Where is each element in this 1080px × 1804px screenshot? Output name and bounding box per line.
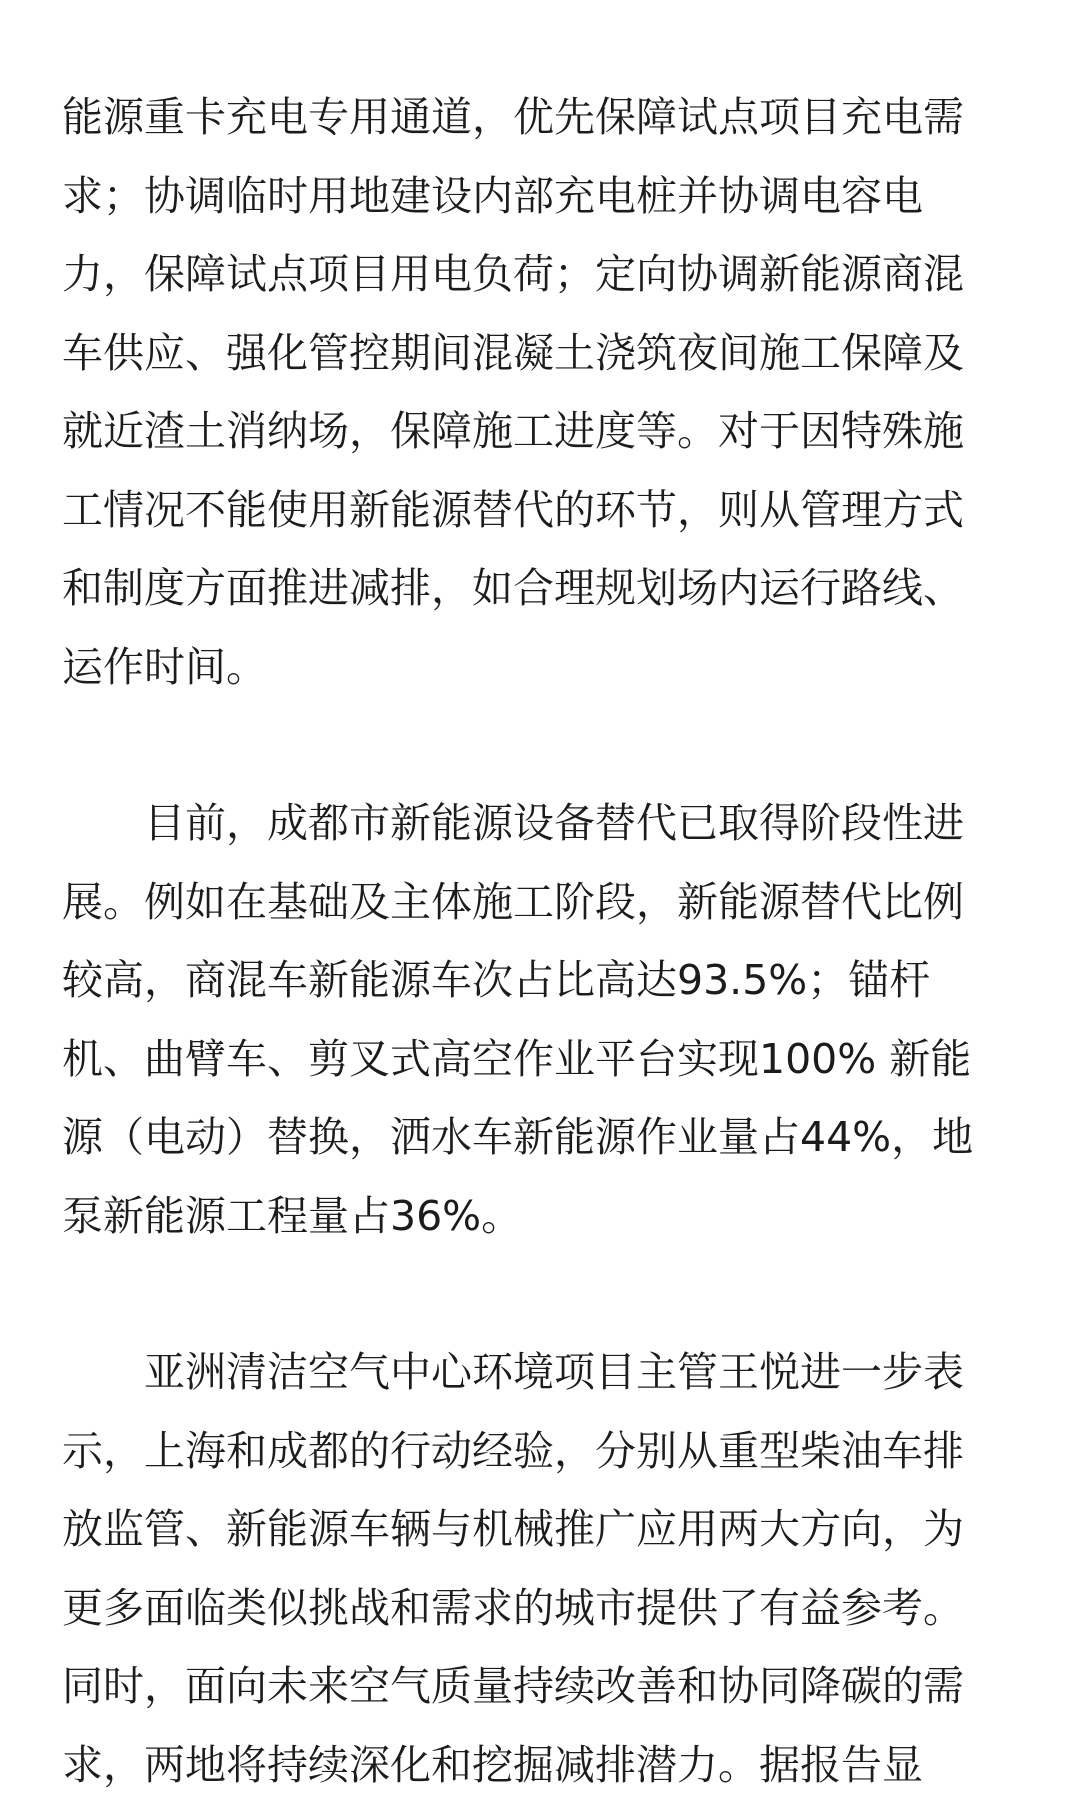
text-line: 同时，面向未来空气质量持续改善和协同降碳的需 (62, 1647, 1022, 1726)
paragraph-chengdu-progress (62, 784, 1022, 1255)
text-line-content: 目前，成都市新能源设备替代已取得阶段性进 (144, 799, 964, 847)
text-line: 和制度方面推进减排，如合理规划场内运行路线、 (62, 549, 1022, 628)
text-line: 能源重卡充电专用通道，优先保障试点项目充电需 (62, 78, 1022, 157)
text-line: 车供应、强化管控期间混凝土浇筑夜间施工保障及 (62, 314, 1022, 393)
text-line: 泵新能源工程量占36%。 (62, 1177, 1022, 1256)
text-line: 源（电动）替换，洒水车新能源作业量占44%，地 (62, 1098, 1022, 1177)
text-line: 放监管、新能源车辆与机械推广应用两大方向，为 (62, 1490, 1022, 1569)
text-line: 求；协调临时用地建设内部充电桩并协调电容电 (62, 157, 1022, 236)
text-line: 就近渣土消纳场，保障施工进度等。对于因特殊施 (62, 392, 1022, 471)
article-body (62, 78, 1022, 1804)
text-line-content: 亚洲清洁空气中心环境项目主管王悦进一步表 (144, 1348, 964, 1396)
text-line: 展。例如在基础及主体施工阶段，新能源替代比例 (62, 863, 1022, 942)
text-line: 工情况不能使用新能源替代的环节，则从管理方式 (62, 471, 1022, 550)
text-line: 运作时间。 (62, 628, 1022, 707)
text-line: 机、曲臂车、剪叉式高空作业平台实现100% 新能 (62, 1020, 1022, 1099)
text-line: 更多面临类似挑战和需求的城市提供了有益参考。 (62, 1569, 1022, 1648)
text-line: 求，两地将持续深化和挖掘减排潜力。据报告显 (62, 1726, 1022, 1804)
text-line: 较高，商混车新能源车次占比高达93.5%；锚杆 (62, 941, 1022, 1020)
paragraph-spacer (62, 706, 1022, 784)
text-line-first (62, 784, 1022, 863)
paragraph-spacer (62, 1255, 1022, 1333)
text-line: 力，保障试点项目用电负荷；定向协调新能源商混 (62, 235, 1022, 314)
paragraph-expert-comment (62, 1333, 1022, 1804)
text-line: 示，上海和成都的行动经验，分别从重型柴油车排 (62, 1412, 1022, 1491)
paragraph-charging-measures (62, 78, 1022, 706)
text-line-first (62, 1333, 1022, 1412)
